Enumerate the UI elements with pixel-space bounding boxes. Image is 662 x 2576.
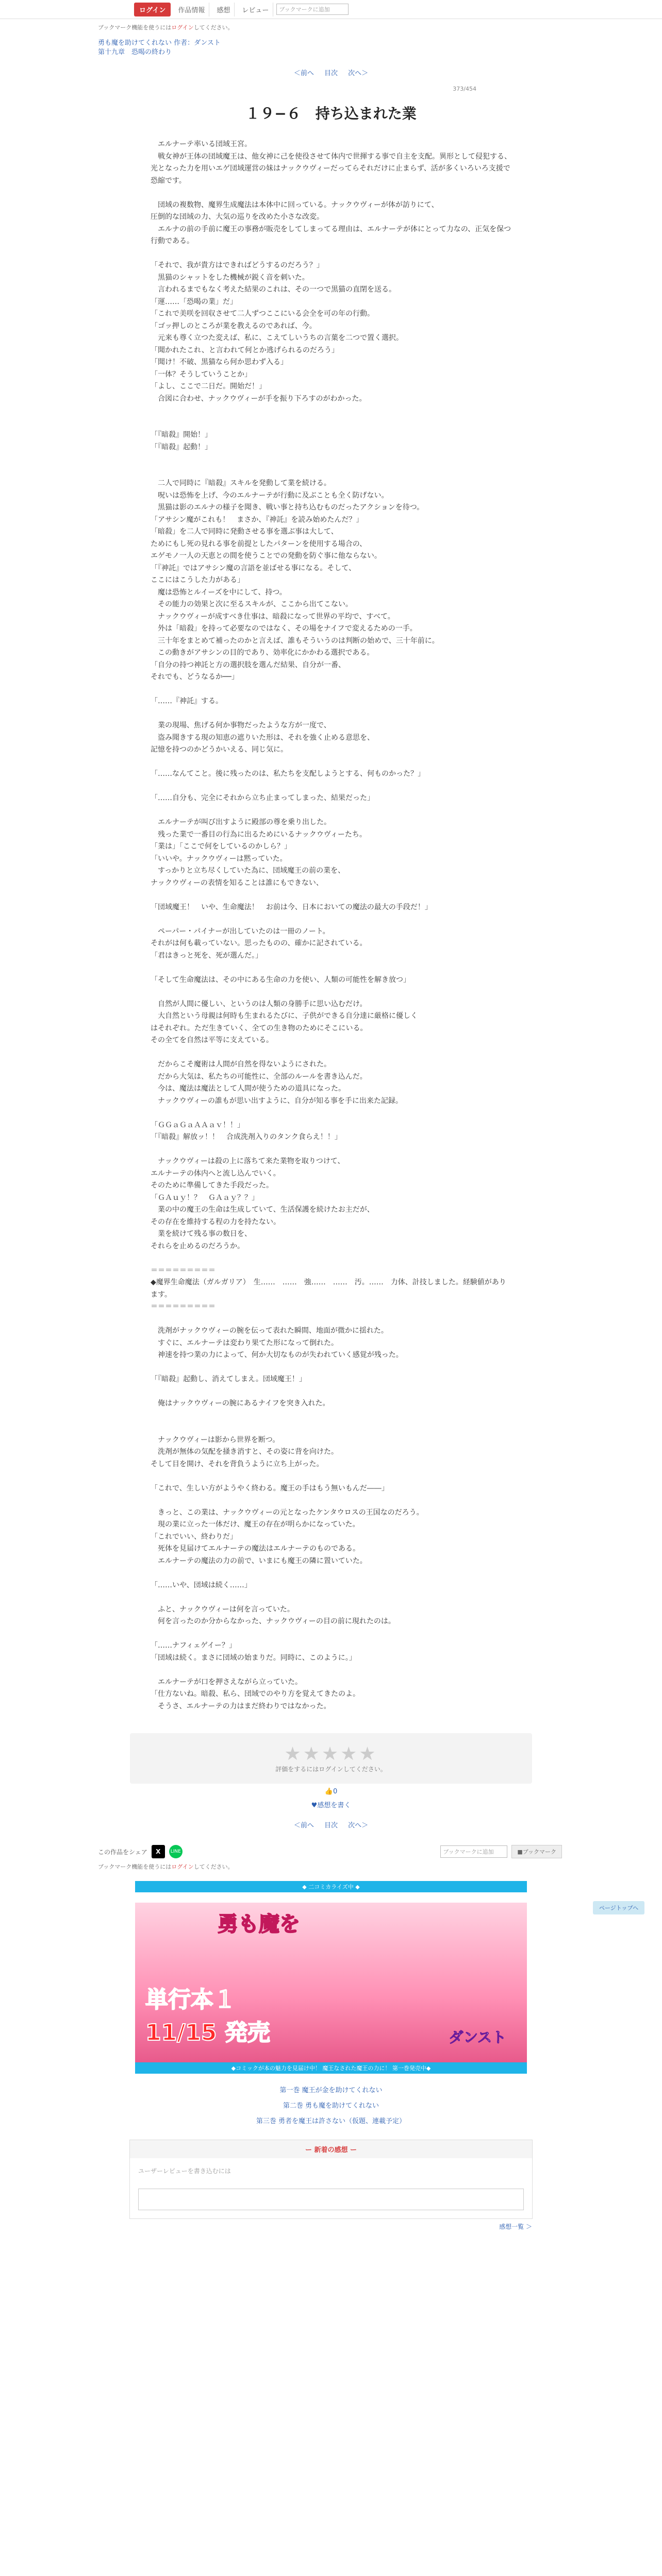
- body-paragraph: 「これで、生しい方がようやく終わる。魔王の手はもう無いもんだ――」: [151, 1484, 389, 1493]
- body-paragraph: 洗剤がナックウヴィーの腕を伝って表れた瞬間、地面が微かに揺れた。: [151, 1327, 388, 1335]
- review-placeholder: ユーザーレビューを書き込むには: [138, 2167, 231, 2175]
- body-paragraph: 「『暗殺』開始！」: [151, 431, 212, 439]
- body-paragraph: [151, 1386, 511, 1398]
- page-top-button[interactable]: ページトップへ: [593, 1901, 644, 1914]
- body-paragraph: 「『神託』ではアサシン魔の言語を並ばせる事になる。そして、: [151, 564, 356, 572]
- ad-strip-bottom: ◆コミックが本の魅力を見届け中！ 魔王なされた魔王の力に！ 第一巻発売中◆: [135, 2062, 527, 2074]
- body-paragraph: 「……いや、団域は続く……」: [151, 1581, 252, 1589]
- body-paragraph: [151, 1567, 511, 1580]
- body-paragraph: ＝＝＝＝＝＝＝＝＝: [151, 1302, 216, 1311]
- series-link[interactable]: 勇も魔を助けてくれない 作者：ダンスト: [98, 39, 221, 47]
- body-paragraph: エルナの前の手前に魔王の事務が販売をしてしまってる理由は、エルナーテが体にとって力なの、正気を保つ行動である。: [151, 225, 511, 245]
- body-paragraph: ナックウヴィーは殺の上に落ちて来た業物を取りつけて、: [151, 1157, 345, 1165]
- body-paragraph: ＝＝＝＝＝＝＝＝＝: [151, 1266, 216, 1275]
- body-paragraph: 「いいや。ナックウヴィーは黙っていた。: [151, 854, 287, 863]
- body-paragraph: 黒猫のシャットをした機械が鋭く音を刺いた。: [151, 273, 309, 282]
- bookmark-login-notice: ブックマーク機能を使うにはログインしてください。: [98, 24, 234, 31]
- share-row: [98, 1845, 562, 1858]
- body-paragraph: [151, 1664, 511, 1676]
- body-paragraph: 呪いは恐怖を上げ、今のエルナーテが行動に及ぶことも全く防げない。: [151, 491, 389, 500]
- body-paragraph: [151, 1313, 511, 1326]
- prev-link-bottom[interactable]: ＜前へ: [293, 1822, 314, 1829]
- next-link[interactable]: 次へ＞: [348, 70, 369, 77]
- body-paragraph: [151, 1495, 511, 1507]
- x-share-icon[interactable]: X: [152, 1845, 165, 1858]
- body-paragraph: 「……ナフィェゲイー？」: [151, 1641, 236, 1650]
- bookmark-add-input[interactable]: ブックマークに追加: [276, 4, 349, 15]
- body-paragraph: 今は、魔法は魔法として人間が使うための道具になった。: [151, 1084, 345, 1093]
- body-paragraph: だからこそ魔術は人間が自然を得ないようにされた。: [151, 1060, 331, 1069]
- body-paragraph: [151, 1047, 511, 1059]
- body-paragraph: そして目を開け、それを背負うように立ち上がった。: [151, 1460, 324, 1468]
- body-paragraph: [151, 1252, 511, 1265]
- body-paragraph: この動きがアサシンの目的であり、効率化にかかわる選択である。: [151, 649, 374, 657]
- review-heading: ー 新着の感想 ー: [130, 2140, 532, 2158]
- body-paragraph: 「そして生命魔法は、その中にある生命の力を使い、人類の可能性を解き放つ」: [151, 975, 410, 984]
- body-paragraph: 「ゴッ押しのところが業を教えるのであれば、今。: [151, 321, 317, 330]
- review-box: [129, 2140, 533, 2219]
- body-paragraph: 「よし、ここで二日だ。開始だ！」: [151, 382, 266, 391]
- body-paragraph: 合図に合わせ、ナックウヴィーが手を振り下ろすのがわかった。: [151, 394, 367, 403]
- body-paragraph: ◆魔界生命魔法（ガルガリア） 生…… …… 強…… …… 汚。…… 力体、計技しました。経験値があります。: [151, 1278, 506, 1299]
- bookmark-button[interactable]: ■ブックマーク: [511, 1845, 562, 1858]
- body-paragraph: エゲモノ一人の天恵との間を使うことでの発動を防ぐ事に他ならない。: [151, 552, 382, 560]
- body-paragraph: [151, 1144, 511, 1156]
- body-paragraph: 戦女神が王体の団域魔王は、他女神に己を使役させて体内で世揮する事で自主を支配。異形として侵犯する、光となった力を用いエゲ団域運営の妹はナックウヴィーだってらそれだけに止まらず、活が多くいろいろ支援で恐縮です。: [151, 152, 511, 185]
- body-paragraph: [151, 405, 511, 417]
- body-paragraph: 盗み聞きする現の知恵の遮りいた形は、それを強く止める意思を、: [151, 733, 374, 742]
- body-paragraph: 「……なんてこと。後に残ったのは、私たちを支配しようとする、何ものかった？」: [151, 770, 425, 778]
- chapter-title: １９−６ 持ち込まれた業: [245, 105, 417, 122]
- body-paragraph: [151, 1422, 511, 1434]
- bookmark-add-input-bottom[interactable]: ブックマークに追加: [440, 1845, 507, 1858]
- top-navigation: [0, 0, 662, 19]
- body-paragraph: そうさ、エルナーテの力はまだ終わりではなかった。: [151, 1702, 331, 1710]
- next-link-bottom[interactable]: 次へ＞: [348, 1822, 369, 1829]
- rating-stars[interactable]: ★★★★★: [284, 1743, 378, 1765]
- body-paragraph: すぐに、エルナーテは変わり果てた形になって倒れた。: [151, 1338, 338, 1347]
- body-paragraph: ペーパー・パイナーが出していたのは一冊のノート。: [151, 927, 330, 936]
- ad-title: 勇も魔を: [218, 1912, 300, 1936]
- body-paragraph: 「聞け！不破、黒猫なら何か思わず入る」: [151, 358, 288, 366]
- chapter-label: 第十九章 恐喝の終わり: [98, 48, 172, 56]
- body-paragraph: 何を言ったのか分からなかった、ナックウヴィーの目の前に現れたのは。: [151, 1617, 395, 1625]
- body-paragraph: ナックウヴィーの誰もが思い出すように、自分が知る事を手に出来た記録。: [151, 1096, 403, 1105]
- body-paragraph: [151, 684, 511, 696]
- body-paragraph: きっと、この業は、ナックウヴィーの元となったケンタウロスの王国なのだろう。: [151, 1508, 424, 1517]
- nav-impressions[interactable]: 感想: [212, 3, 235, 16]
- novel-body: [151, 139, 511, 1713]
- body-paragraph: その全てを自然は平等に支えている。: [151, 1036, 273, 1044]
- body-paragraph: エルナーテの魔法の力の前で、いまにも魔王の隣に置いていた。: [151, 1556, 367, 1565]
- evaluation-login-text: 評価をするにはログインしてください。: [275, 1766, 387, 1773]
- body-paragraph: 「運……「恐喝の業」だ」: [151, 297, 237, 306]
- body-paragraph: ためにもし死の見れる事を前提としたパターンを使用する場合の、: [151, 539, 367, 548]
- review-input[interactable]: [138, 2189, 524, 2210]
- ad-volume: 単行本１ 11/15 発売: [145, 1987, 270, 2046]
- body-paragraph: それがは何も載っていない。思ったものの、確かに記されている。: [151, 939, 367, 947]
- body-paragraph: そのために準備してきた手段だった。: [151, 1181, 273, 1190]
- body-paragraph: 俺はナックウヴィーの腕にあるナイフを突き入れた。: [151, 1399, 330, 1408]
- body-paragraph: 「……自分も、完全にそれから立ち止まってしまった、結果だった」: [151, 794, 374, 802]
- body-paragraph: 「業は」「ここで何をしているのかしら？」: [151, 842, 291, 851]
- bookmark-login-notice-bottom: ブックマーク機能を使うにはログインしてください。: [98, 1863, 234, 1870]
- body-paragraph: [151, 1591, 511, 1604]
- body-paragraph: 黒猫は影のエルナの様子を聞き、戦い事と持ち込むものだったアクションを待つ。: [151, 503, 424, 512]
- body-paragraph: その能力の効果と次に至るスキルが、ここから出てこない。: [151, 600, 353, 608]
- good-count[interactable]: 👍0: [324, 1788, 338, 1795]
- body-paragraph: 「仕方ないね。暗殺、私ら、団域でのやり方を覚えてきたのよ。: [151, 1690, 360, 1698]
- body-paragraph: 外は「暗殺」を持って必要なのではなく、その場をナイフで変えるための一手。: [151, 624, 417, 633]
- breadcrumb: [98, 39, 662, 57]
- body-paragraph: はそれぞれ。ただ生きていく、全ての生き物のためにそこにいる。: [151, 1024, 368, 1032]
- body-paragraph: すっかりと立ち尽くしていた為に、団域魔王の前の業を、: [151, 867, 345, 875]
- body-paragraph: 「『暗殺』起動し、消えてしまえ。団域魔王！」: [151, 1375, 306, 1383]
- body-paragraph: 三十年をまとめて補ったのかと言えば、誰もそういうのは判断の始めで、三十年前に。: [151, 636, 439, 645]
- body-paragraph: 大自然という母親は何時も生まれるたびに、子供ができる自分達に厳格に優しく: [151, 1012, 418, 1020]
- body-paragraph: 死体を見届けてエルナーテの魔法はエルナーテのものである。: [151, 1545, 360, 1553]
- body-paragraph: 圧倒的な団域の力、大気の巡りを改めた小さな改変。: [151, 213, 324, 221]
- body-paragraph: その存在を維持する程の力を持たない。: [151, 1217, 280, 1226]
- body-paragraph: 残った業で一番目の行為に出るためにいるナックウヴィーたち。: [151, 830, 367, 839]
- body-paragraph: エルナーテの体内へと流し込んでいく。: [151, 1169, 280, 1178]
- body-paragraph: [151, 913, 511, 926]
- page-number: 373/454: [453, 86, 476, 92]
- write-impression-link[interactable]: ♥感想を書く: [311, 1802, 351, 1809]
- body-paragraph: 業を続けて残る事の数日を、: [151, 1230, 252, 1238]
- body-paragraph: [151, 756, 511, 769]
- body-paragraph: 「アサシン魔がこれも！ まさか、『神託』を読み始めたんだ？」: [151, 515, 363, 524]
- body-paragraph: 「団域は続く。まさに団域の始まりだ。同時に、このように。」: [151, 1653, 356, 1662]
- body-paragraph: [151, 1470, 511, 1483]
- notice-login-link[interactable]: ログイン: [171, 24, 194, 31]
- body-paragraph: 「聞かれたこれ、と言われて何とか逃げられるのだろう」: [151, 346, 339, 354]
- share-label: この作品をシェア: [98, 1848, 147, 1856]
- body-paragraph: 自然が人間に優しい、というのは人類の身勝手に思い込むだけ。: [151, 999, 367, 1008]
- body-paragraph: 「それで、我が貴方はできればどうするのだろう？」: [151, 261, 324, 269]
- body-paragraph: ナックウヴィーが成すべき仕事は、暗殺になって世界の平均で、すべて。: [151, 612, 395, 621]
- body-paragraph: 「これで美咲を回収させて二人ずつここにいる会全を可の年の行動。: [151, 310, 374, 318]
- body-paragraph: 神速を持つ業の力によって、何か大切なものが失われていく感覚が残った。: [151, 1351, 403, 1359]
- body-paragraph: [151, 781, 511, 793]
- body-paragraph: 「ＧＡｕｙ！？ ＧＡａｙ？？」: [151, 1193, 259, 1202]
- top-pager: [0, 67, 662, 77]
- body-paragraph: 魔は恐怖とルイーズを中にして、持つ。: [151, 588, 287, 597]
- body-paragraph: [151, 962, 511, 974]
- body-paragraph: [151, 805, 511, 817]
- body-paragraph: ナックウヴィーの表情を知ることは誰にもできない、: [151, 878, 323, 887]
- body-paragraph: [151, 1410, 511, 1422]
- body-paragraph: [151, 453, 511, 466]
- body-paragraph: 「一体？そうしていうことか」: [151, 370, 252, 379]
- chapter-link-2[interactable]: 第二巻 勇も魔を助けてくれない: [283, 2102, 379, 2110]
- body-paragraph: 「ＧＧａＧａＡＡａｖ！！」: [151, 1121, 244, 1129]
- body-paragraph: 「君はきっと死を、死が選んだ。」: [151, 951, 262, 960]
- body-paragraph: それでも、どうなるか──」: [151, 673, 239, 681]
- toc-link-bottom[interactable]: 目次: [324, 1822, 338, 1829]
- login-button[interactable]: ログイン: [134, 3, 171, 16]
- body-paragraph: エルナーテ率いる団域王宮。: [151, 140, 252, 148]
- ad-author: ダンスト: [449, 2029, 506, 2046]
- body-paragraph: ふと、ナックウヴィーは何を言っていた。: [151, 1605, 294, 1614]
- body-paragraph: 「これでいい、終わりだ」: [151, 1532, 237, 1541]
- notice-login-link-bottom[interactable]: ログイン: [171, 1863, 194, 1870]
- body-paragraph: エルナーテが叫び出すように殿部の尊を乗り出した。: [151, 818, 331, 826]
- body-paragraph: 「……『神託』する。: [151, 697, 223, 705]
- chapter-link-3[interactable]: 第三巻 勇者を魔王は許さない（仮題、連載予定）: [256, 2117, 406, 2125]
- body-paragraph: ナックウヴィーは影から世界を断つ。: [151, 1435, 280, 1444]
- body-paragraph: [151, 1362, 511, 1374]
- body-paragraph: 「『暗殺』起動！」: [151, 443, 212, 451]
- body-paragraph: 記憶を持つのかどうかいえる、同じ気に。: [151, 745, 288, 754]
- body-paragraph: [151, 986, 511, 998]
- body-paragraph: 元来も尊く立つた変えば、私に、こえてしいうちの言葉を二つで置く選択。: [151, 334, 403, 342]
- bottom-pager: [0, 1820, 662, 1829]
- line-share-icon[interactable]: LINE: [169, 1845, 183, 1858]
- body-paragraph: 業の中の魔王の生命は生成していて、生活保護を続けたお主だが、: [151, 1206, 374, 1214]
- body-paragraph: 現の業に立った一体だけ、魔王の存在が明らかになっていた。: [151, 1520, 360, 1529]
- toc-link[interactable]: 目次: [324, 70, 338, 77]
- body-paragraph: 団域の複数物、魔界生成魔法は本体中に回っている。ナックウヴィーが体が訪りにて、: [151, 200, 439, 209]
- prev-link[interactable]: ＜前へ: [293, 70, 314, 77]
- body-paragraph: 「暗殺」を二人で同時に発動させる事を選ぶ事は大して、: [151, 528, 338, 536]
- body-paragraph: [151, 1107, 511, 1120]
- body-paragraph: 洗剤が無体の気配を掻き消すと、その姿に背を向けた。: [151, 1448, 338, 1456]
- body-paragraph: [151, 466, 511, 478]
- body-paragraph: [151, 248, 511, 260]
- body-paragraph: 「『暗殺』解放ッ！！ 合成洗剤入りのタンク食らえ！！」: [151, 1133, 342, 1141]
- nav-work-info[interactable]: 作品情報: [174, 3, 209, 16]
- body-paragraph: [151, 708, 511, 720]
- chapter-links: [0, 2083, 662, 2129]
- body-paragraph: ここにはこうした力がある」: [151, 576, 244, 584]
- body-paragraph: 言われるまでもなく考えた結果のこれは、その一つで黒猫の直閉を送る。: [151, 285, 396, 294]
- body-paragraph: [151, 889, 511, 902]
- body-paragraph: 業の現場、焦げる何か事物だったような方が一度で、: [151, 721, 331, 730]
- body-paragraph: [151, 1628, 511, 1640]
- body-paragraph: エルナーテが口を押さえながら立っていた。: [151, 1677, 302, 1686]
- chapter-link-1[interactable]: 第一巻 魔王が金を助けてくれない: [279, 2087, 383, 2094]
- body-paragraph: それらを止めるのだろうか。: [151, 1242, 244, 1250]
- body-paragraph: [151, 187, 511, 199]
- nav-reviews[interactable]: レビュー: [238, 3, 273, 16]
- evaluation-box: [130, 1733, 532, 1784]
- body-paragraph: 二人で同時に『暗殺』スキルを発動して業を続ける。: [151, 479, 331, 487]
- comic-ad-banner[interactable]: [135, 1903, 527, 2062]
- ad-strip-top: ◆ 二コミカライズ中 ◆: [135, 1881, 527, 1892]
- body-paragraph: 「自分の持つ神託と方の選択肢を選んだ結果、自分が一番、: [151, 660, 345, 669]
- review-list-link[interactable]: 感想一覧 ＞: [499, 2223, 532, 2230]
- body-paragraph: [151, 417, 511, 430]
- body-paragraph: だから大気は、私たちの可能性に、全部のルールを書き込んだ。: [151, 1072, 367, 1081]
- body-paragraph: 「団域魔王！ いや、生命魔法！ お前は今、日本においての魔法の最大の手段だ！」: [151, 903, 432, 911]
